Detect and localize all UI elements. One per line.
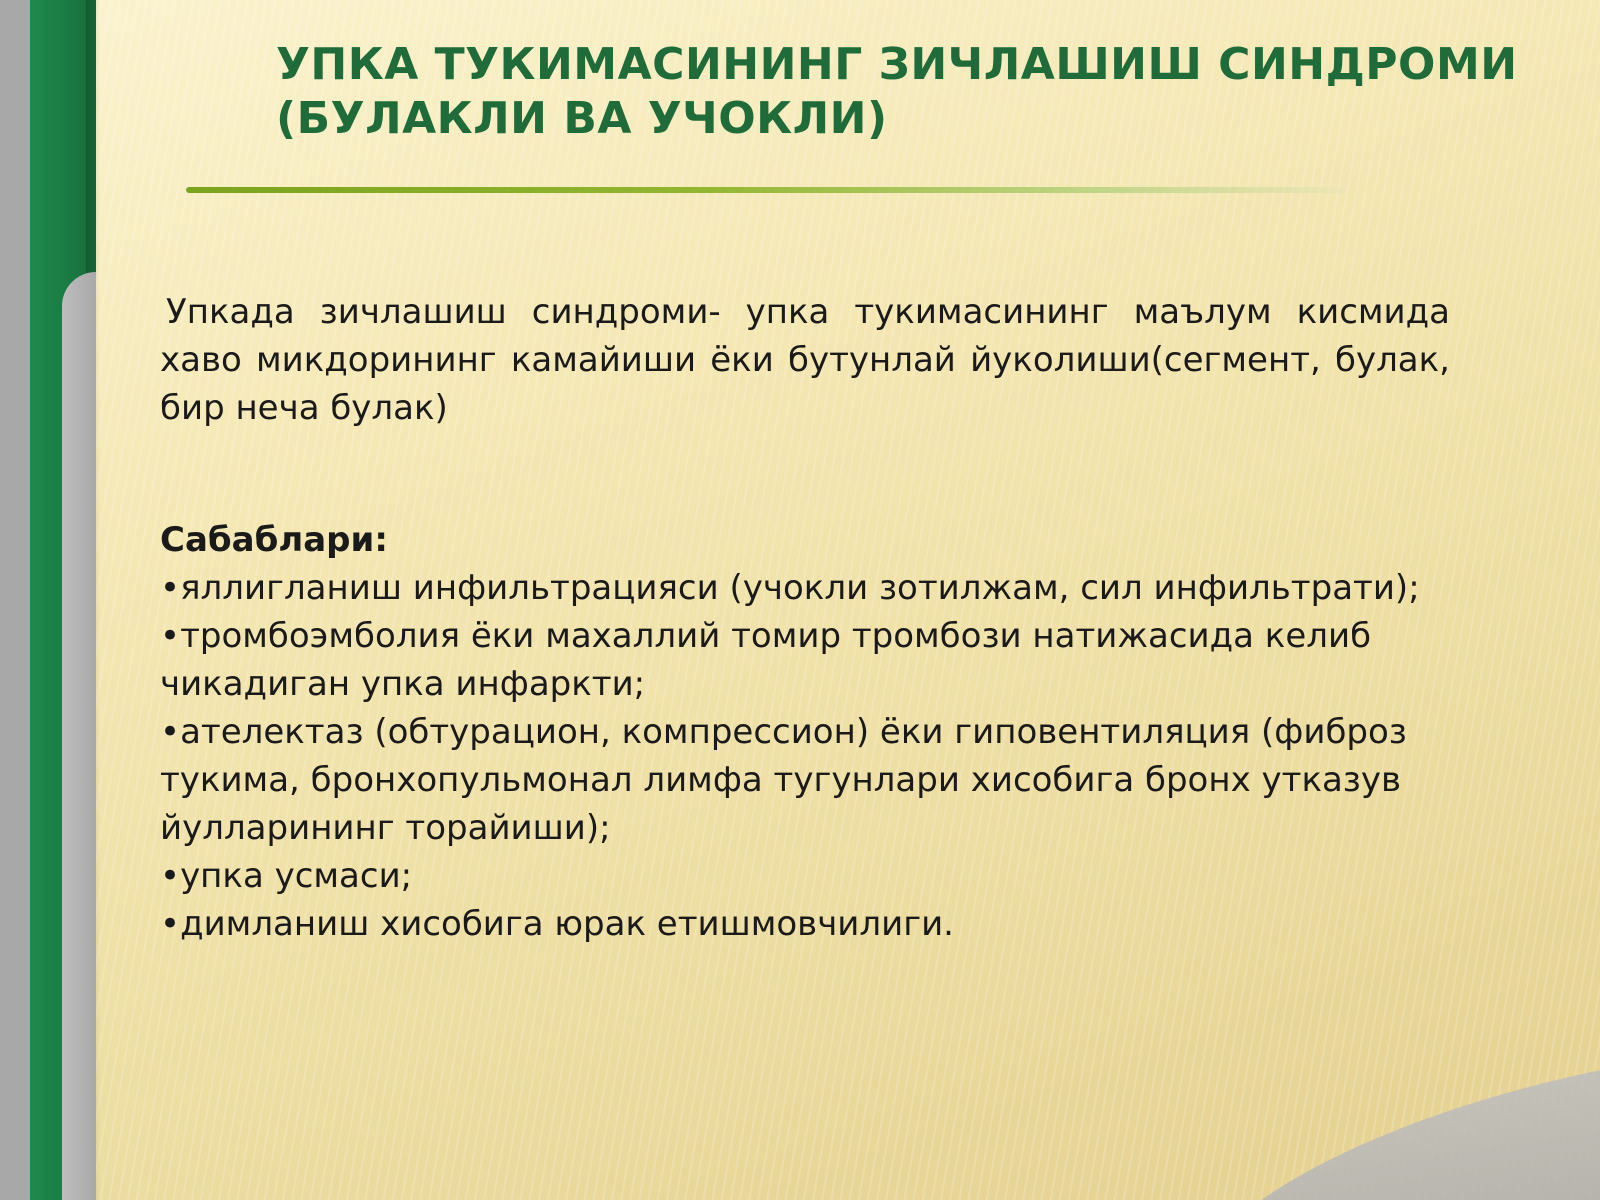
left-gray-bar: [0, 0, 30, 1200]
slide-title: [276, 38, 1526, 146]
cause-item: [160, 900, 1530, 948]
left-inner-gray-bar: [62, 272, 96, 1200]
bullet-icon: •: [160, 616, 181, 656]
cause-item: [160, 708, 1530, 852]
cause-text: ателектаз (обтурацион, компрессион) ёки гиповентиляция (фиброз тукима, бронхопульмонал лимфа тугунлари хисобига бронх утказув йулларининг торайиши);: [160, 712, 1407, 848]
bullet-icon: •: [160, 568, 181, 608]
title-divider: [186, 187, 1346, 193]
cause-item: [160, 612, 1530, 708]
cause-text: димланиш хисобига юрак етишмовчилиги.: [180, 904, 954, 944]
bottom-right-swoosh: [1149, 1052, 1600, 1200]
slide-title-line-2: (БУЛАКЛИ ВА УЧОКЛИ): [276, 93, 888, 144]
slide-content: [160, 288, 1530, 948]
slide-title-line-1: УПКА ТУКИМАСИНИНГ ЗИЧЛАШИШ СИНДРОМИ: [276, 39, 1518, 90]
cause-item: [160, 852, 1530, 900]
bullet-icon: •: [160, 904, 181, 944]
definition-paragraph: Упкада зичлашиш синдроми- упка тукимасининг маълум кисмида хаво микдорининг камайиши ёки бутунлай йуколиши(сегмент, булак, бир неча булак): [160, 292, 1450, 428]
cause-text: упка усмаси;: [180, 856, 413, 896]
causes-heading: Сабаблари:: [160, 520, 388, 560]
cause-text: яллигланиш инфильтрацияси (учокли зотилжам, сил инфильтрати);: [180, 568, 1420, 608]
causes-list: [160, 564, 1530, 948]
bullet-icon: •: [160, 856, 181, 896]
cause-text: тромбоэмболия ёки махаллий томир тромбози натижасида келиб чикадиган упка инфаркти;: [160, 616, 1372, 704]
bullet-icon: •: [160, 712, 181, 752]
cause-item: [160, 564, 1530, 612]
